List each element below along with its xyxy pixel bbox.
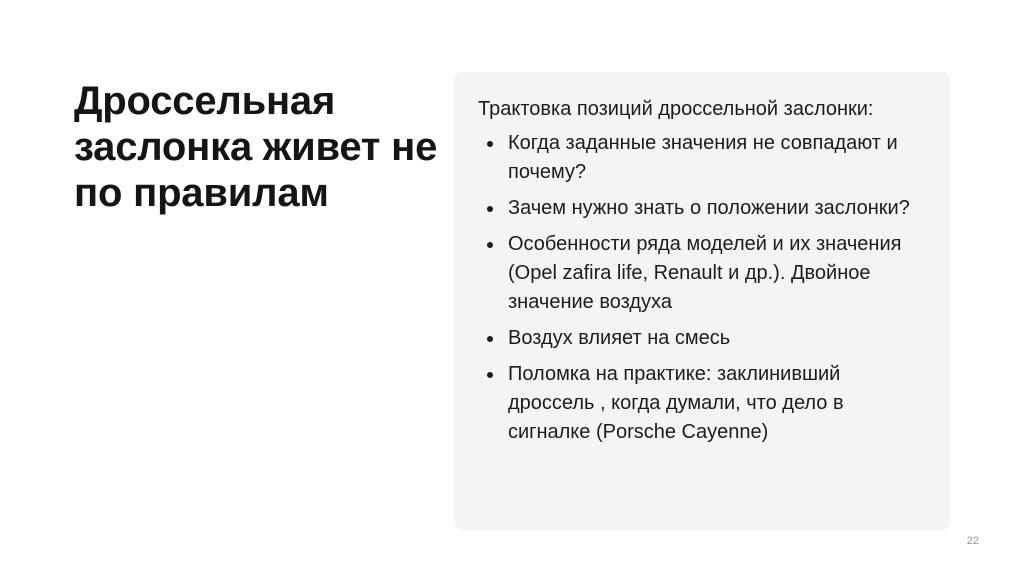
bullet-list — [478, 129, 930, 447]
bullet-item — [478, 230, 930, 317]
card-heading: Трактовка позиций дроссельной заслонки: — [478, 98, 874, 120]
bullet-dot-icon — [487, 206, 493, 212]
bullet-item — [478, 324, 930, 353]
bullet-item — [478, 194, 930, 223]
bullet-dot-icon — [487, 336, 493, 342]
bullet-item — [478, 360, 930, 447]
bullet-text: Поломка на практике: заклинивший дроссель , когда думали, что дело в сигналке (Porsche Cayenne) — [508, 363, 844, 443]
bullet-text: Воздух влияет на смесь — [508, 327, 731, 349]
slide-title: Дроссельная заслонка живет не по правилам — [74, 79, 438, 215]
bullet-text: Зачем нужно знать о положении заслонки? — [508, 197, 910, 219]
bullet-dot-icon — [487, 141, 493, 147]
bullet-text: Особенности ряда моделей и их значения (Opel zafira life, Renault и др.). Двойное значение воздуха — [508, 233, 902, 313]
bullet-text: Когда заданные значения не совпадают и почему? — [508, 132, 898, 183]
bullet-dot-icon — [487, 372, 493, 378]
page-number: 22 — [966, 535, 979, 547]
content-card — [454, 72, 950, 530]
bullet-item — [478, 129, 930, 187]
bullet-dot-icon — [487, 242, 493, 248]
